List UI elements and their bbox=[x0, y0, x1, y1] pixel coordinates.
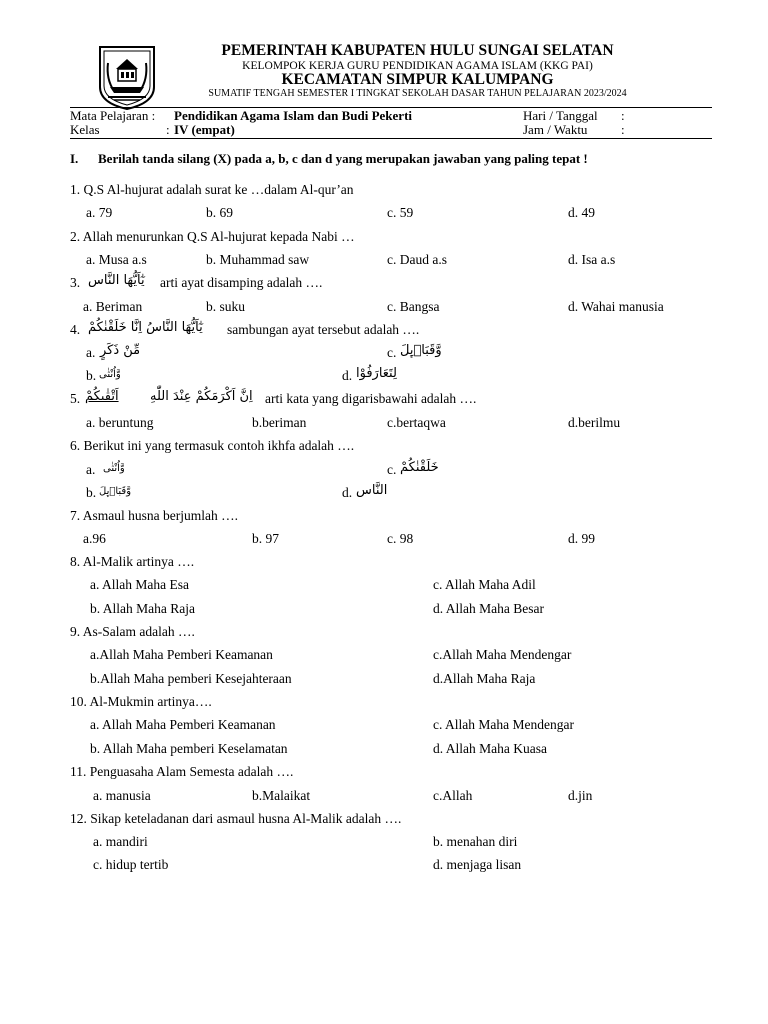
q7-option-b: b. 97 bbox=[252, 531, 279, 546]
q5-option-d: d.berilmu bbox=[568, 415, 621, 430]
q4-option-a-label: a. bbox=[86, 345, 96, 360]
subject-label: Mata Pelajaran : bbox=[70, 108, 156, 123]
q4-option-b-arabic: وَّاُنْثٰى bbox=[99, 369, 121, 380]
q6-option-d-label: d. bbox=[342, 485, 353, 500]
question-11: 11. Penguasaha Alam Semesta adalah …. bbox=[70, 764, 294, 779]
question-5-number: 5. bbox=[70, 391, 81, 406]
q7-option-d: d. 99 bbox=[568, 531, 595, 546]
q5-option-a: a. beruntung bbox=[86, 415, 154, 430]
q2-option-a: a. Musa a.s bbox=[86, 252, 147, 267]
question-3-arabic: يٰٓاَيُّهَا النَّاس bbox=[88, 273, 145, 288]
question-5-text: arti kata yang digarisbawahi adalah …. bbox=[265, 391, 477, 406]
q3-option-c: c. Bangsa bbox=[387, 299, 440, 314]
q9-option-a: a.Allah Maha Pemberi Keamanan bbox=[90, 647, 273, 662]
q8-option-b: b. Allah Maha Raja bbox=[90, 601, 195, 616]
info-divider bbox=[70, 138, 712, 139]
question-1: 1. Q.S Al-hujurat adalah surat ke …dalam Al-qur’an bbox=[70, 182, 354, 197]
q3-option-d: d. Wahai manusia bbox=[568, 299, 664, 314]
q2-option-b: b. Muhammad saw bbox=[206, 252, 310, 267]
q3-option-b: b. suku bbox=[206, 299, 246, 314]
question-5-arabic: اِنَّ اَكْرَمَكُمْ عِنْدَ اللّٰهِ bbox=[150, 389, 253, 404]
question-2: 2. Allah menurunkan Q.S Al-hujurat kepada Nabi … bbox=[70, 229, 355, 244]
q10-option-d: d. Allah Maha Kuasa bbox=[433, 741, 547, 756]
subject-value: Pendidikan Agama Islam dan Budi Pekerti bbox=[174, 108, 413, 123]
q6-option-b-label: b. bbox=[86, 485, 97, 500]
q4-option-b-label: b. bbox=[86, 368, 97, 383]
question-4-text: sambungan ayat tersebut adalah …. bbox=[227, 322, 420, 337]
organization-name: KELOMPOK KERJA GURU PENDIDIKAN AGAMA ISLAM (KKG PAI) bbox=[242, 60, 593, 72]
question-4-number: 4. bbox=[70, 322, 81, 337]
q6-option-c-arabic: خَلَقْنٰكُمْ bbox=[400, 460, 439, 475]
question-8: 8. Al-Malik artinya …. bbox=[70, 554, 195, 569]
class-value: IV (empat) bbox=[174, 122, 235, 137]
q4-option-c-label: c. bbox=[387, 345, 397, 360]
q12-option-b: b. menahan diri bbox=[433, 834, 518, 849]
time-colon: : bbox=[621, 122, 625, 137]
q6-option-d-arabic: النَّاس bbox=[356, 483, 388, 498]
q11-option-d: d.jin bbox=[568, 788, 593, 803]
q7-option-c: c. 98 bbox=[387, 531, 414, 546]
q11-option-b: b.Malaikat bbox=[252, 788, 311, 803]
section-instruction: Berilah tanda silang (X) pada a, b, c dan d yang merupakan jawaban yang paling tepat ! bbox=[98, 151, 588, 166]
q4-option-c-arabic: وَّقَبَاۤىِٕلَ bbox=[400, 343, 442, 358]
q10-option-b: b. Allah Maha pemberi Keselamatan bbox=[90, 741, 288, 756]
q9-option-c: c.Allah Maha Mendengar bbox=[433, 647, 572, 662]
q6-option-c-label: c. bbox=[387, 462, 397, 477]
q1-option-b: b. 69 bbox=[206, 205, 233, 220]
q5-option-c: c.bertaqwa bbox=[387, 415, 446, 430]
class-colon: : bbox=[166, 122, 170, 137]
q2-option-d: d. Isa a.s bbox=[568, 252, 616, 267]
q4-option-d-label: d. bbox=[342, 368, 353, 383]
q3-option-a: a. Beriman bbox=[83, 299, 143, 314]
q8-option-d: d. Allah Maha Besar bbox=[433, 601, 544, 616]
q7-option-a: a.96 bbox=[83, 531, 106, 546]
q6-option-a-arabic: وَّاُنْثٰى bbox=[103, 463, 125, 474]
time-label: Jam / Waktu bbox=[523, 122, 588, 137]
regency-emblem-logo bbox=[94, 43, 160, 111]
question-3-text: arti ayat disamping adalah …. bbox=[160, 275, 323, 290]
day-date-label: Hari / Tanggal bbox=[523, 108, 598, 123]
q9-option-b: b.Allah Maha pemberi Kesejahteraan bbox=[90, 671, 292, 686]
q8-option-c: c. Allah Maha Adil bbox=[433, 577, 536, 592]
district-name: KECAMATAN SIMPUR KALUMPANG bbox=[281, 71, 554, 88]
exam-title: SUMATIF TENGAH SEMESTER I TINGKAT SEKOLAH DASAR TAHUN PELAJARAN 2023/2024 bbox=[208, 88, 627, 99]
q2-option-c: c. Daud a.s bbox=[387, 252, 447, 267]
question-7: 7. Asmaul husna berjumlah …. bbox=[70, 508, 238, 523]
question-6: 6. Berikut ini yang termasuk contoh ikhfa adalah …. bbox=[70, 438, 355, 453]
q1-option-a: a. 79 bbox=[86, 205, 113, 220]
question-10: 10. Al-Mukmin artinya…. bbox=[70, 694, 212, 709]
q10-option-c: c. Allah Maha Mendengar bbox=[433, 717, 574, 732]
q12-option-c: c. hidup tertib bbox=[93, 857, 169, 872]
q8-option-a: a. Allah Maha Esa bbox=[90, 577, 189, 592]
q6-option-a-label: a. bbox=[86, 462, 96, 477]
q6-option-b-arabic: وَّقَبَاۤىِٕلَ bbox=[99, 486, 132, 497]
q11-option-c: c.Allah bbox=[433, 788, 473, 803]
question-9: 9. As-Salam adalah …. bbox=[70, 624, 195, 639]
class-label: Kelas bbox=[70, 122, 100, 137]
question-4-arabic: يٰٓاَيُّهَا النَّاسُ اِنَّا خَلَقْنٰكُمْ bbox=[88, 320, 203, 335]
question-5-arabic-underlined: اَتْقٰىكُمْ bbox=[85, 389, 119, 404]
q4-option-a-arabic: مِّنْ ذَكَرٍ bbox=[100, 343, 141, 358]
q9-option-d: d.Allah Maha Raja bbox=[433, 671, 536, 686]
q1-option-c: c. 59 bbox=[387, 205, 414, 220]
question-12: 12. Sikap keteladanan dari asmaul husna Al-Malik adalah …. bbox=[70, 811, 402, 826]
q11-option-a: a. manusia bbox=[93, 788, 151, 803]
government-title: PEMERINTAH KABUPATEN HULU SUNGAI SELATAN bbox=[221, 42, 614, 59]
q12-option-a: a. mandiri bbox=[93, 834, 148, 849]
section-number: I. bbox=[70, 151, 79, 166]
q1-option-d: d. 49 bbox=[568, 205, 595, 220]
q5-option-b: b.beriman bbox=[252, 415, 307, 430]
day-date-colon: : bbox=[621, 108, 625, 123]
q4-option-d-arabic: لِتَعَارَفُوْا bbox=[356, 366, 397, 381]
question-3-number: 3. bbox=[70, 275, 81, 290]
q10-option-a: a. Allah Maha Pemberi Keamanan bbox=[90, 717, 276, 732]
q12-option-d: d. menjaga lisan bbox=[433, 857, 522, 872]
